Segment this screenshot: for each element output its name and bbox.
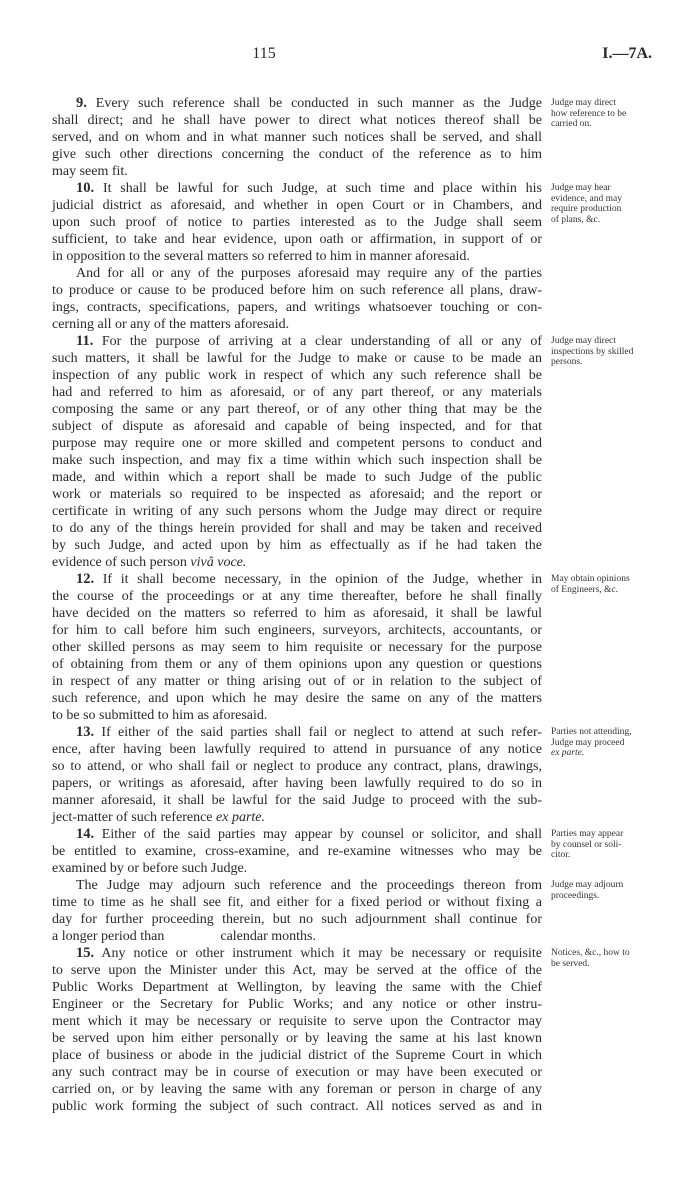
section-number: 12. [76, 571, 95, 587]
line-text: day for further proceeding therein, but no such adjournment shall continue for [52, 912, 542, 927]
text-line [52, 843, 542, 860]
line-text: Notices, &c., how to [551, 948, 630, 958]
margin-note-line [551, 183, 661, 194]
margin-note-line [551, 585, 661, 596]
line-text: to be so submitted to him as aforesaid. [52, 708, 268, 723]
line-text: such matters, it shall be lawful for the Judge to make or cause to be made an [52, 351, 542, 366]
line-text: shall direct; and he shall have power to direct what notices thereof shall be [52, 113, 542, 128]
text-line [52, 231, 542, 248]
line-text: Every such reference shall be conducted in such manner as the Judge [95, 96, 542, 111]
line-text: Judge may direct [551, 98, 616, 108]
paragraph-10 [52, 180, 542, 265]
line-text: inspections by skilled [551, 346, 634, 357]
line-text: Engineer or the Secretary for Public Works; and any notice or other instru- [52, 997, 542, 1012]
text-line [52, 690, 542, 707]
line-text: subject of dispute as aforesaid and capable of being inspected, and for that [52, 419, 542, 434]
line-text: purpose may require one or more skilled and competent persons to conduct and [52, 436, 542, 451]
line-text: If it shall become necessary, in the opinion of the Judge, whether in [102, 572, 542, 587]
margin-note-line [551, 959, 661, 970]
text-line [52, 435, 542, 452]
margin-note-line [551, 347, 661, 358]
text-line [52, 282, 542, 299]
document-reference: I.—7A. [602, 45, 652, 62]
line-text: time to time as he shall see fit, and either for a fixed period or without fixing a [52, 895, 542, 910]
text-line [52, 1064, 542, 1081]
text-line [52, 248, 542, 265]
text-line [52, 214, 542, 231]
margin-note-line [551, 948, 661, 959]
line-text: judicial district as aforesaid, and whether in open Court or in Chambers, and [52, 198, 542, 213]
line-text: inspection of any public work in respect of which any such reference shall be [52, 368, 542, 383]
margin-note-line [551, 574, 661, 585]
text-line [52, 503, 542, 520]
line-text: made, and within which a report shall be made to such Judge of the public [52, 470, 542, 485]
text-line [52, 588, 542, 605]
section-number: 13. [76, 724, 95, 740]
line-text: have decided on the matters so referred to him as aforesaid, it shall be lawful [52, 606, 542, 621]
line-text: served, and on whom and in what manner such notices shall be served, and shall [52, 130, 542, 145]
text-line [52, 1047, 542, 1064]
text-line [52, 928, 542, 945]
line-text: to serve upon the Minister under this Act, may be served at the office of the [52, 963, 542, 978]
body-text [52, 95, 542, 1115]
line-text: make such inspection, and may fix a time within which such inspection shall be [52, 453, 542, 468]
italic-text: vivâ voce. [190, 555, 247, 570]
text-line [52, 877, 542, 894]
text-line [52, 622, 542, 639]
line-text: place of business or abode in the judicial district of the Supreme Court in which [52, 1048, 542, 1063]
page-number: 115 [252, 45, 276, 62]
line-text: For the purpose of arriving at a clear understanding of all or any of [101, 334, 542, 349]
line-text: papers, or writings as aforesaid, after having been lawfully required to do so in [52, 776, 542, 791]
line-text: evidence of such person [52, 555, 191, 570]
text-line [52, 741, 542, 758]
margin-note [551, 183, 661, 225]
italic-text: ex parte. [216, 810, 265, 825]
line-text: how reference to be [551, 108, 627, 119]
line-text: ment which it may be necessary or requisite to serve upon the Contractor may [52, 1014, 542, 1029]
line-text: be entitled to examine, cross-examine, and re-examine witnesses who may be [52, 844, 542, 859]
line-text: by counsel or soli- [551, 839, 622, 850]
paragraph-cont [52, 265, 542, 333]
line-text: be served. [551, 958, 590, 969]
line-text: May obtain opinions [551, 574, 630, 584]
text-line [52, 384, 542, 401]
text-line [52, 520, 542, 537]
line-text: a longer period than [52, 929, 165, 944]
line-text: to do any of the things herein provided for shall and may be taken and received [52, 521, 542, 536]
paragraph-12 [52, 571, 542, 724]
line-text: persons. [551, 357, 583, 367]
line-text: any such contract may be in course of execution or may have been executed or [52, 1065, 542, 1080]
text-line [52, 1013, 542, 1030]
margin-note [551, 948, 661, 969]
paragraph-11 [52, 333, 542, 571]
line-text: had and referred to him as aforesaid, or of any part thereof, or any materials [52, 385, 542, 400]
text-line [52, 962, 542, 979]
margin-note [551, 880, 661, 901]
line-text: public work forming the subject of such contract. All notices served as and in [52, 1099, 542, 1114]
line-text: composing the same or any part thereof, or of any other thing that may be the [52, 402, 542, 417]
line-text: of Engineers, &c. [551, 584, 619, 595]
text-line [52, 775, 542, 792]
line-text: Judge may hear [551, 183, 611, 193]
text-line [52, 1030, 542, 1047]
line-text: If either of the said parties shall fail or neglect to attend at such refer- [101, 725, 542, 740]
line-text: It shall be lawful for such Judge, at such time and place within his [102, 181, 543, 196]
text-line [52, 1098, 542, 1115]
paragraph-14 [52, 826, 542, 877]
text-line [52, 707, 542, 724]
text-line [52, 197, 542, 214]
text-line [52, 639, 542, 656]
line-text: sufficient, to take and hear evidence, upon oath or affirmation, in support of or [52, 232, 542, 247]
margin-note-line [551, 748, 661, 759]
line-text: Any notice or other instrument which it may be necessary or requisite [101, 946, 542, 961]
text-line [52, 418, 542, 435]
text-line [52, 469, 542, 486]
text-line [52, 95, 542, 112]
line-text: certificate in writing of any such persons whom the Judge may direct or require [52, 504, 542, 519]
paragraph-13 [52, 724, 542, 826]
margin-note-line [551, 891, 661, 902]
margin-note-line [551, 204, 661, 215]
line-text: in respect of any matter or thing arising out of or in relation to the subject of [52, 674, 542, 689]
section-number: 15. [76, 945, 95, 961]
text-line [52, 945, 542, 962]
line-text: be served upon him either personally or by leaving the same at his last known [52, 1031, 542, 1046]
margin-note-line [551, 850, 661, 861]
line-text: work or materials so required to be inspected as aforesaid; and the report or [52, 487, 542, 502]
paragraph-9 [52, 95, 542, 180]
margin-note-line [551, 357, 661, 368]
text-line [52, 486, 542, 503]
section-number: 11. [76, 333, 94, 349]
line-text: so to attend, or who shall fail or neglect to produce any contract, plans, drawings, [52, 759, 542, 774]
text-line [52, 316, 542, 333]
line-text: And for all or any of the purposes aforesaid may require any of the parties [76, 266, 542, 281]
text-line [52, 554, 542, 571]
text-line [52, 605, 542, 622]
line-text: of obtaining from them or any of them opinions upon any question or questions [52, 657, 542, 672]
line-text: examined by or before such Judge. [52, 861, 248, 876]
line-text: the course of the proceedings or at any time thereafter, before he shall finally [52, 589, 542, 604]
text-line [52, 350, 542, 367]
line-text: in opposition to the several matters so referred to him in manner aforesaid. [52, 249, 470, 264]
text-line [52, 452, 542, 469]
text-line [52, 826, 542, 843]
margin-note-line [551, 109, 661, 120]
text-line [52, 894, 542, 911]
line-text: such reference, and upon which he may desire the same on any of the matters [52, 691, 542, 706]
margin-note-line [551, 829, 661, 840]
text-line [52, 299, 542, 316]
margin-note-line [551, 738, 661, 749]
line-text: ence, after having been lawfully required to attend in pursuance of any notice [52, 742, 542, 757]
line-text: carried on, or by leaving the same with any foreman or person in charge of any [52, 1082, 542, 1097]
text-line [52, 146, 542, 163]
line-text: to produce or cause to be produced before him on such reference all plans, draw- [52, 283, 542, 298]
line-text: manner aforesaid, it shall be lawful for the said Judge to proceed with the sub- [52, 793, 542, 808]
text-line [52, 129, 542, 146]
text-line [52, 180, 542, 197]
line-text: calendar months. [220, 929, 316, 944]
line-text: upon such proof of notice to parties interested as to the Judge shall seem [52, 215, 542, 230]
text-line [52, 367, 542, 384]
margin-note [551, 98, 661, 130]
margin-note-line [551, 215, 661, 226]
line-text: proceedings. [551, 890, 600, 901]
line-text: Parties may appear [551, 829, 624, 839]
text-line [52, 333, 542, 350]
text-line [52, 537, 542, 554]
paragraph-cont [52, 877, 542, 945]
line-text: Judge may proceed [551, 737, 625, 748]
margin-note-line [551, 880, 661, 891]
line-text: for him to call before him such engineers, surveyors, architects, accountants, or [52, 623, 542, 638]
text-line [52, 809, 542, 826]
line-text: evidence, and may [551, 193, 622, 204]
section-number: 9. [76, 95, 87, 111]
margin-note-line [551, 840, 661, 851]
line-text: cerning all or any of the matters aforesaid. [52, 317, 290, 332]
line-text: other skilled persons as may seem to him requisite or necessary for the purpose [52, 640, 542, 655]
text-line [52, 401, 542, 418]
margin-note [551, 727, 661, 759]
line-text: require production [551, 204, 622, 214]
line-text: Judge may direct [551, 336, 616, 346]
section-number: 14. [76, 826, 95, 842]
text-line [52, 758, 542, 775]
margin-note-line [551, 194, 661, 205]
line-text: The Judge may adjourn such reference and the proceedings thereon from [76, 878, 542, 893]
line-text: give such other directions concerning the conduct of the reference as to him [52, 147, 542, 162]
text-line [52, 996, 542, 1013]
text-line [52, 911, 542, 928]
line-text: of plans, &c. [551, 214, 601, 225]
text-line [52, 1081, 542, 1098]
margin-note-line [551, 98, 661, 109]
line-text: Judge may adjourn [551, 880, 624, 890]
line-text: carried on. [551, 119, 592, 129]
paragraph-15 [52, 945, 542, 1115]
text-line [52, 112, 542, 129]
italic-text: ex parte. [551, 748, 585, 758]
margin-note-line [551, 336, 661, 347]
line-text: ject-matter of such reference [52, 810, 217, 825]
text-line [52, 265, 542, 282]
text-line [52, 673, 542, 690]
text-line [52, 656, 542, 673]
text-line [52, 724, 542, 741]
text-line [52, 860, 542, 877]
text-line [52, 571, 542, 588]
section-number: 10. [76, 180, 95, 196]
margin-note-line [551, 119, 661, 130]
text-line [52, 163, 542, 180]
line-text: Parties not attending, [551, 727, 632, 737]
margin-note-line [551, 727, 661, 738]
line-text: ings, contracts, specifications, papers, and writings whatsoever touching or con- [52, 300, 542, 315]
line-text: Either of the said parties may appear by counsel or solicitor, and shall [101, 827, 542, 842]
text-line [52, 979, 542, 996]
margin-note [551, 574, 661, 595]
margin-note [551, 336, 661, 368]
text-line [52, 792, 542, 809]
line-text: Public Works Department at Wellington, by leaving the same with the Chief [52, 980, 542, 995]
line-text: by such Judge, and acted upon by him as effectually as if he had taken the [52, 538, 542, 553]
line-text: may seem fit. [52, 164, 128, 179]
margin-note [551, 829, 661, 861]
line-text: citor. [551, 850, 571, 860]
